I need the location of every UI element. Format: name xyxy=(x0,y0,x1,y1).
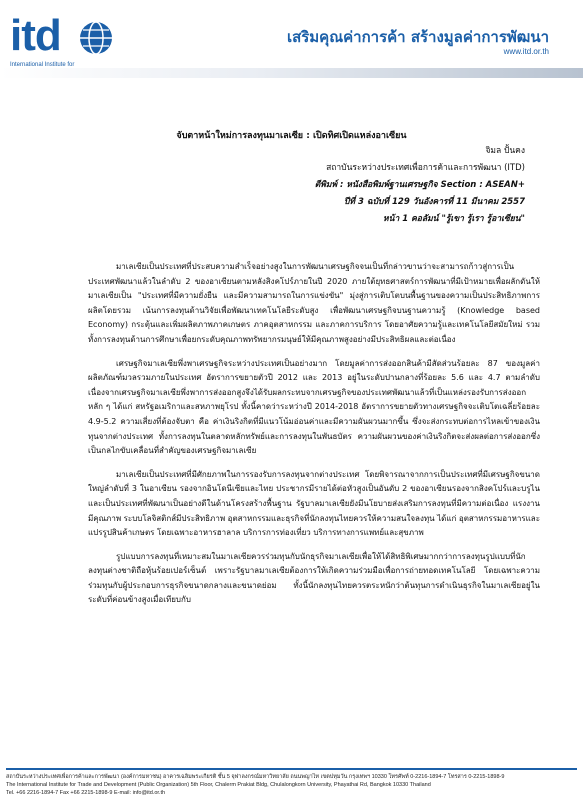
logo-subtitle-line-1: International Institute for xyxy=(10,62,75,68)
itd-logo xyxy=(10,11,120,76)
footer-contact: Tel. +66 2216-1894-7 Fax +66 2215-1898-9 E-mail: info@itd.or.th xyxy=(6,790,166,796)
header-slogan: เสริมคุณค่าการค้า สร้างมูลค่าการพัฒนา xyxy=(286,28,549,46)
header-rule xyxy=(0,68,583,78)
paragraph: มาเลเซียเป็นประเทศที่มีศักยภาพในการรองรับการลงทุนจากต่างประเทศ โดยพิจารณาจากการเป็นประเทศที่มีเศรษฐกิจขนาดใหญ่ลำดับที่ 3 ในอาเซียน รองจากอินโดนีเซียและไทย ประชากรมีรายได้ต่อหัวสูงเป็นอันดับ 2 ของอาเซียนรองจากสิงคโปร์และบรูไน และเป็นประเทศที่พัฒนาเป็นอย่างดีในด้านโครงสร้างพื้นฐาน รัฐบาลมาเลเซียยังมีนโยบายส่งเสริมการลงทุนที่มีความต่อเนื่อง แรงงานมีคุณภาพ ระบบโลจิสติกส์มีประสิทธิภาพ อุตสาหกรรมและธุรกิจที่นักลงทุนไทยควรให้ความสนใจลงทุน ได้แก่ อุตสาหกรรมอาหารและแปรรูปสินค้าเกษตร โดยเฉพาะอาหารฮาลาล บริการการท่องเที่ยว บริการทางการแพทย์และสุขภาพ xyxy=(88,469,540,538)
paragraph: รูปแบบการลงทุนที่เหมาะสมในมาเลเซียควรร่วมทุนกับนักธุรกิจมาเลเซียเพื่อให้ได้สิทธิพิเศษมากกว่าการลงทุนรูปแบบที่นักลงทุนต่างชาติถือหุ้นร้อยเปอร์เซ็นต์ เพราะรัฐบาลมาเลเซียต้องการให้เกิดความร่วมมือเพื่อการถ่ายทอดเทคโนโลยี โดยเฉพาะความร่วมทุนกับผู้ประกอบการธุรกิจขนาดกลางและขนาดย่อม ทั้งนี้นักลงทุนไทยควรตระหนักว่าต้นทุนการดำเนินธุรกิจในมาเลเซียอยู่ในระดับที่ค่อนข้างสูงเมื่อเทียบกับ xyxy=(88,551,540,605)
page-footer xyxy=(6,768,577,797)
page-column-info: หน้า 1 คอลัมน์ "รู้เขา รู้เรา รู้อาเซียน" xyxy=(383,214,525,224)
document-title: จับตาหน้าใหม่การลงทุนมาเลเซีย : เปิดทิศเปิดแหล่งอาเซียน xyxy=(176,131,407,141)
footer-address-thai: สถาบันระหว่างประเทศเพื่อการค้าและการพัฒนา (องค์การมหาชน) อาคารเฉลิมพระเกียรติ ชั้น 5 จุฬาลงกรณ์มหาวิทยาลัย ถนนพญาไท เขตปทุมวัน กรุงเทพฯ 10330 โทรศัพท์ 0-2216-1894-7 โทรสาร 0-2215-1898-9 xyxy=(6,774,505,780)
author-name: จิมล ปั้นคง xyxy=(485,146,525,156)
logo-wordmark: itd xyxy=(10,11,61,60)
page-header xyxy=(0,0,583,100)
website-link[interactable]: www.itd.or.th xyxy=(503,47,549,56)
issue-info: ปีที่ 3 ฉบับที่ 129 วันอังคารที่ 11 มีนาคม 2557 xyxy=(344,197,525,207)
article-body xyxy=(88,260,540,617)
paragraph: เศรษฐกิจมาเลเซียพึ่งพาเศรษฐกิจระหว่างประเทศเป็นอย่างมาก โดยมูลค่าการส่งออกสินค้ามีสัดส่วนร้อยละ 87 ของมูลค่าผลิตภัณฑ์มวลรวมภายในประเทศ อัตราการขยายตัวปี 2012 และ 2013 อยู่ในระดับปานกลางที่ร้อยละ 5.6 และ 4.7 ตามลำดับ เนื่องจากเศรษฐกิจมาเลเซียพึ่งพาการส่งออกสูงจึงได้รับผลกระทบจากเศรษฐกิจของประเทศพัฒนาแล้วที่เป็นแหล่งรองรับการส่งออกหลัก ๆ ได้แก่ สหรัฐอเมริกาและสหภาพยุโรป ทั้งนี้คาดว่าระหว่างปี 2014-2018 อัตราการขยายตัวทางเศรษฐกิจจะเติบโตเฉลี่ยร้อยละ 4.9-5.2 ความเสี่ยงที่ต้องจับตา คือ ค่าเงินริงกิตที่มีแนวโน้มอ่อนค่าและมีความผันผวนมากขึ้น ซึ่งจะส่งกระทบต่อการไหลเข้าของเงินทุนจากต่างประเทศ ทั้งการลงทุนในตลาดหลักทรัพย์และการลงทุนในพันธบัตร ความผันผวนของค่าเงินริงกิตจะส่งผลต่อการส่งออกซึ่งเป็นกลไกขับเคลื่อนที่สำคัญของเศรษฐกิจมาเลเซีย xyxy=(88,358,540,456)
globe-icon xyxy=(78,20,114,56)
author-institute: สถาบันระหว่างประเทศเพื่อการค้าและการพัฒนา (ITD) xyxy=(326,163,525,173)
author-block xyxy=(315,143,525,228)
paragraph: มาเลเซียเป็นประเทศที่ประสบความสำเร็จอย่างสูงในการพัฒนาเศรษฐกิจจนเป็นที่กล่าวขานว่าจะสามารถก้าวสู่การเป็นประเทศพัฒนาแล้วในลำดับ 2 ของอาเซียนตามหลังสิงคโปร์ภายในปี 2020 ภายใต้ยุทธศาสตร์การพัฒนาที่มีเป้าหมายเพื่อผลักดันให้มาเลเซียเป็น "ประเทศที่มีความยั่งยืน และมีความสามารถในการแข่งขัน" มุ่งสู่การเติบโตบนพื้นฐานของความเป็นประสิทธิภาพการผลิตโดยรวม เน้นการลงทุนด้านวิจัยเพื่อพัฒนาเทคโนโลยีระดับสูง เพื่อพัฒนาเศรษฐกิจบนฐานความรู้ (Knowledge based Economy) กระตุ้นและเพิ่มผลิตภาพภาคเกษตร ภาคอุตสาหกรรม และภาคการบริการ โดยอาศัยความรู้และเทคโนโลยีสมัยใหม่ รวมทั้งการลงทุนด้านการศึกษาเพื่อยกระดับคุณภาพทรัพยากรมนุษย์ให้มีคุณภาพสูงอย่างมีประสิทธิผลและต่อเนื่อง xyxy=(88,262,540,344)
footer-address-english: The International Institute for Trade and Development (Public Organization) 5th Floor, Chalerm Prakiat Bldg, Chulalongkorn University, Phayathai Rd, Bangkok 10330 Thailand xyxy=(6,782,431,788)
publication-info: ตีพิมพ์ : หนังสือพิมพ์ฐานเศรษฐกิจ Section : ASEAN+ xyxy=(314,180,525,190)
